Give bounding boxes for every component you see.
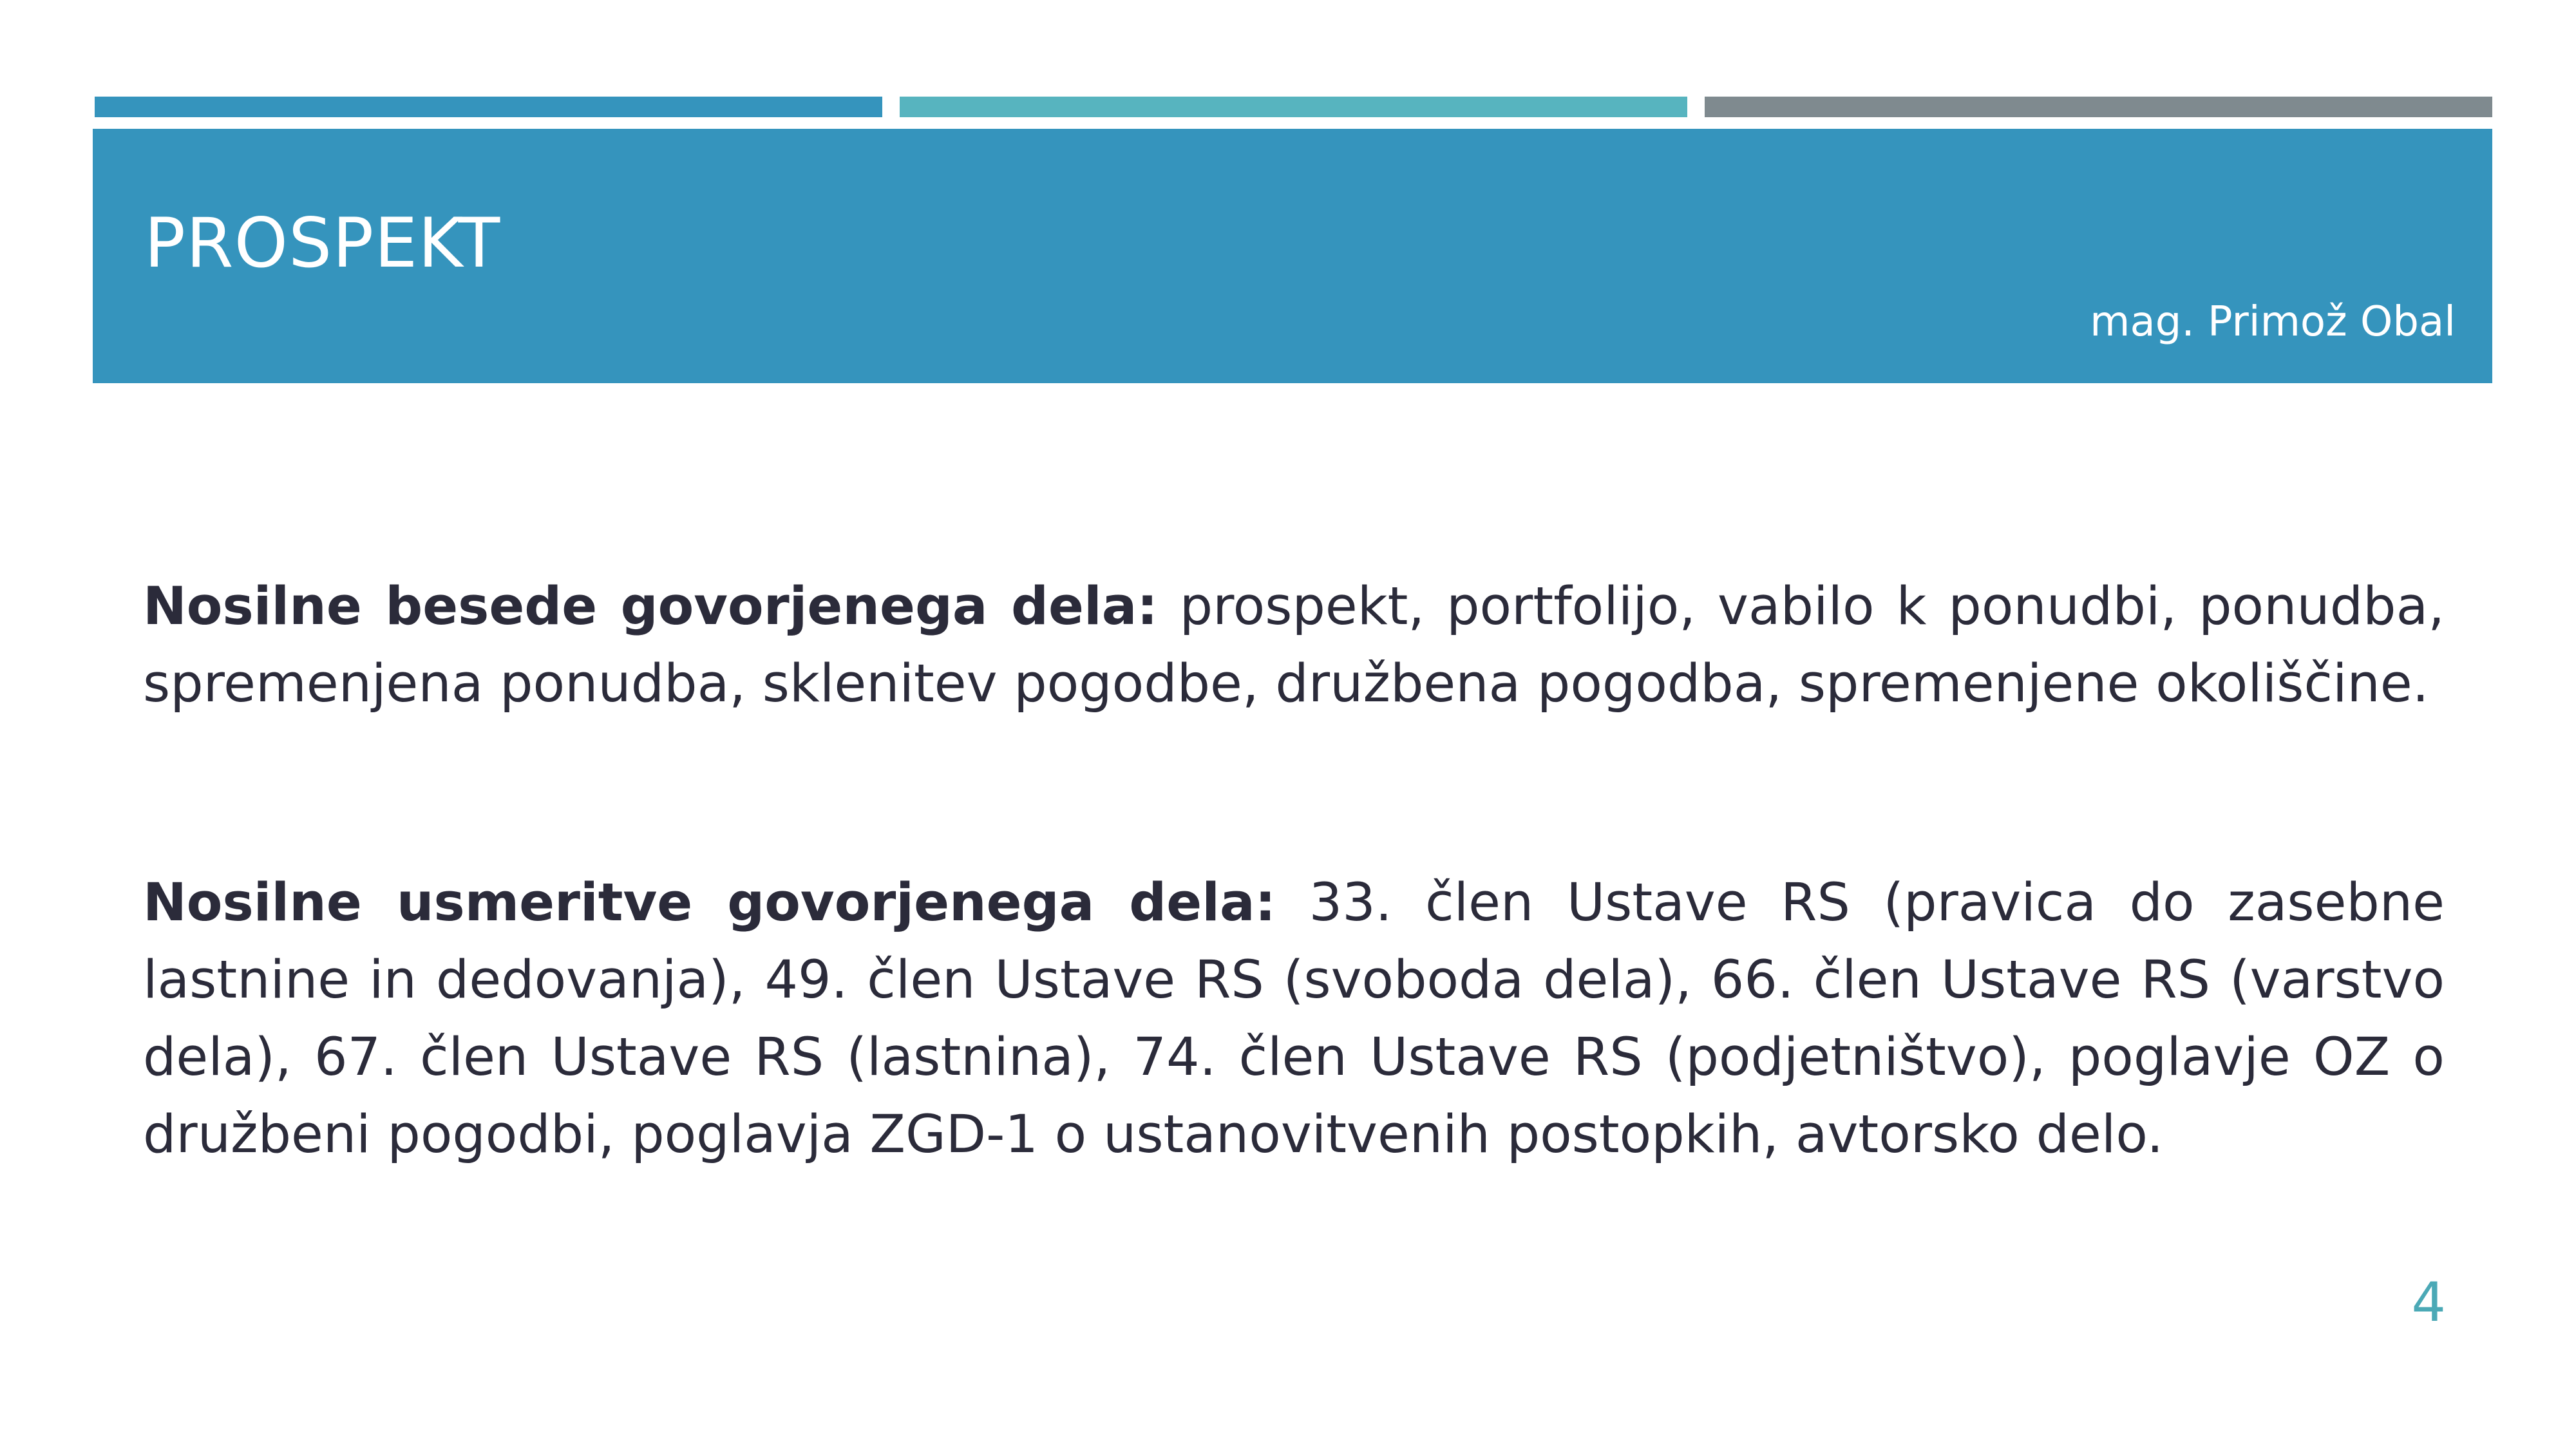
- accent-bar-blue: [95, 97, 882, 117]
- title-band: [93, 129, 2492, 383]
- key-guidelines-text: 33. člen Ustave RS (pravica do zasebne lastnine in dedovanja), 49. člen Ustave RS (svoboda dela), 66. člen Ustave RS (varstvo dela), 67. člen Ustave RS (lastnina), 74. člen Ustave RS (podjetništvo), poglavje OZ o družbeni pogodbi, poglavja ZGD-1 o ustanovitvenih postopkih, avtorsko delo.: [143, 873, 2445, 1165]
- author-name: mag. Primož Obal: [2090, 298, 2456, 346]
- key-guidelines-paragraph: [143, 864, 2445, 1173]
- key-guidelines-lead: Nosilne usmeritve govorjenega dela:: [143, 873, 1276, 933]
- accent-bar-gray: [1705, 97, 2492, 117]
- slide-title: PROSPEKT: [144, 204, 501, 283]
- key-words-paragraph: [143, 568, 2445, 723]
- accent-bar-teal: [900, 97, 1687, 117]
- key-words-lead: Nosilne besede govorjenega dela:: [143, 576, 1158, 637]
- page-number: 4: [2411, 1271, 2446, 1334]
- key-words-text: prospekt, portfolijo, vabilo k ponudbi, ponudba, spremenjena ponudba, sklenitev pogodbe, družbena pogodba, spremenjene okoliščine.: [143, 576, 2445, 714]
